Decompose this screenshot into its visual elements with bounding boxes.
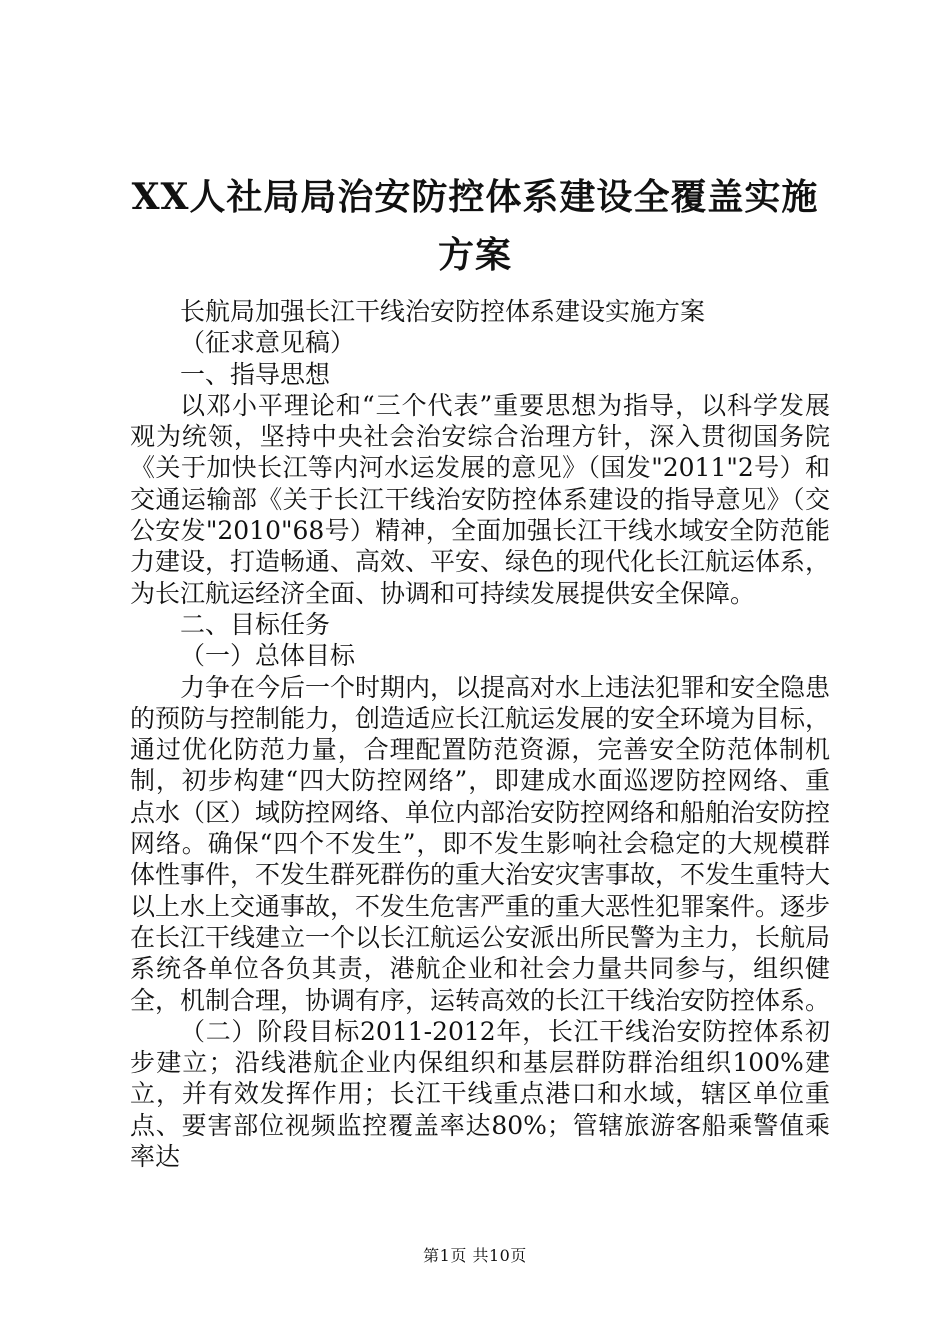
page-footer: 第1页 共10页 bbox=[423, 1246, 527, 1265]
document-title: XX人社局局治安防控体系建设全覆盖实施方案 bbox=[131, 176, 819, 276]
paragraph-overall-goal: 力争在今后一个时期内，以提高对水上违法犯罪和安全隐患的预防与控制能力，创造适应长江航运发展的安全环境为目标，通过优化防范力量，合理配置防范资源，完善安全防范体制机制，初步构建“四大防控网络”，即建成水面巡逻防控网络、重点水（区）域防控网络、单位内部治安防控网络和船舶治安防控网络。确保“四个不发生”，即不发生影响社会稳定的大规模群体性事件，不发生群死群伤的重大治安灾害事故，不发生重特大以上水上交通事故，不发生危害严重的重大恶性犯罪案件。逐步在长江干线建立一个以长江航运公安派出所民警为主力，长航局系统各单位各负其责，港航企业和社会力量共同参与，组织健全，机制合理，协调有序，运转高效的长江干线治安防控体系。 bbox=[130, 672, 831, 1015]
section-heading-objectives: 二、目标任务 bbox=[180, 609, 331, 639]
section-heading-guiding-ideology: 一、指导思想 bbox=[180, 359, 331, 389]
paragraph-subtitle: 长航局加强长江干线治安防控体系建设实施方案 bbox=[180, 297, 706, 326]
paragraph-draft-note: （征求意见稿） bbox=[180, 328, 356, 358]
document-body bbox=[130, 296, 830, 1172]
paragraph-guiding-ideology: 以邓小平理论和“三个代表”重要思想为指导，以科学发展观为统领，坚持中央社会治安综合治理方针，深入贯彻国务院《关于加快长江等内河水运发展的意见》（国发"2011"2号）和交通运输部《关于长江干线治安防控体系建设的指导意见》（交公安发"2010"68号）精神，全面加强长江干线水域安全防范能力建设，打造畅通、高效、平安、绿色的现代化长江航运体系，为长江航运经济全面、协调和可持续发展提供安全保障。 bbox=[130, 390, 831, 608]
subsection-heading-overall-goal: （一）总体目标 bbox=[180, 641, 356, 671]
paragraph-stage-goal: （二）阶段目标2011-2012年，长江干线治安防控体系初步建立；沿线港航企业内保组织和基层群防群治组织100%建立，并有效发挥作用；长江干线重点港口和水域，辖区单位重点、要害部位视频监控覆盖率达80%；管辖旅游客船乘警值乘率达 bbox=[130, 1016, 830, 1172]
